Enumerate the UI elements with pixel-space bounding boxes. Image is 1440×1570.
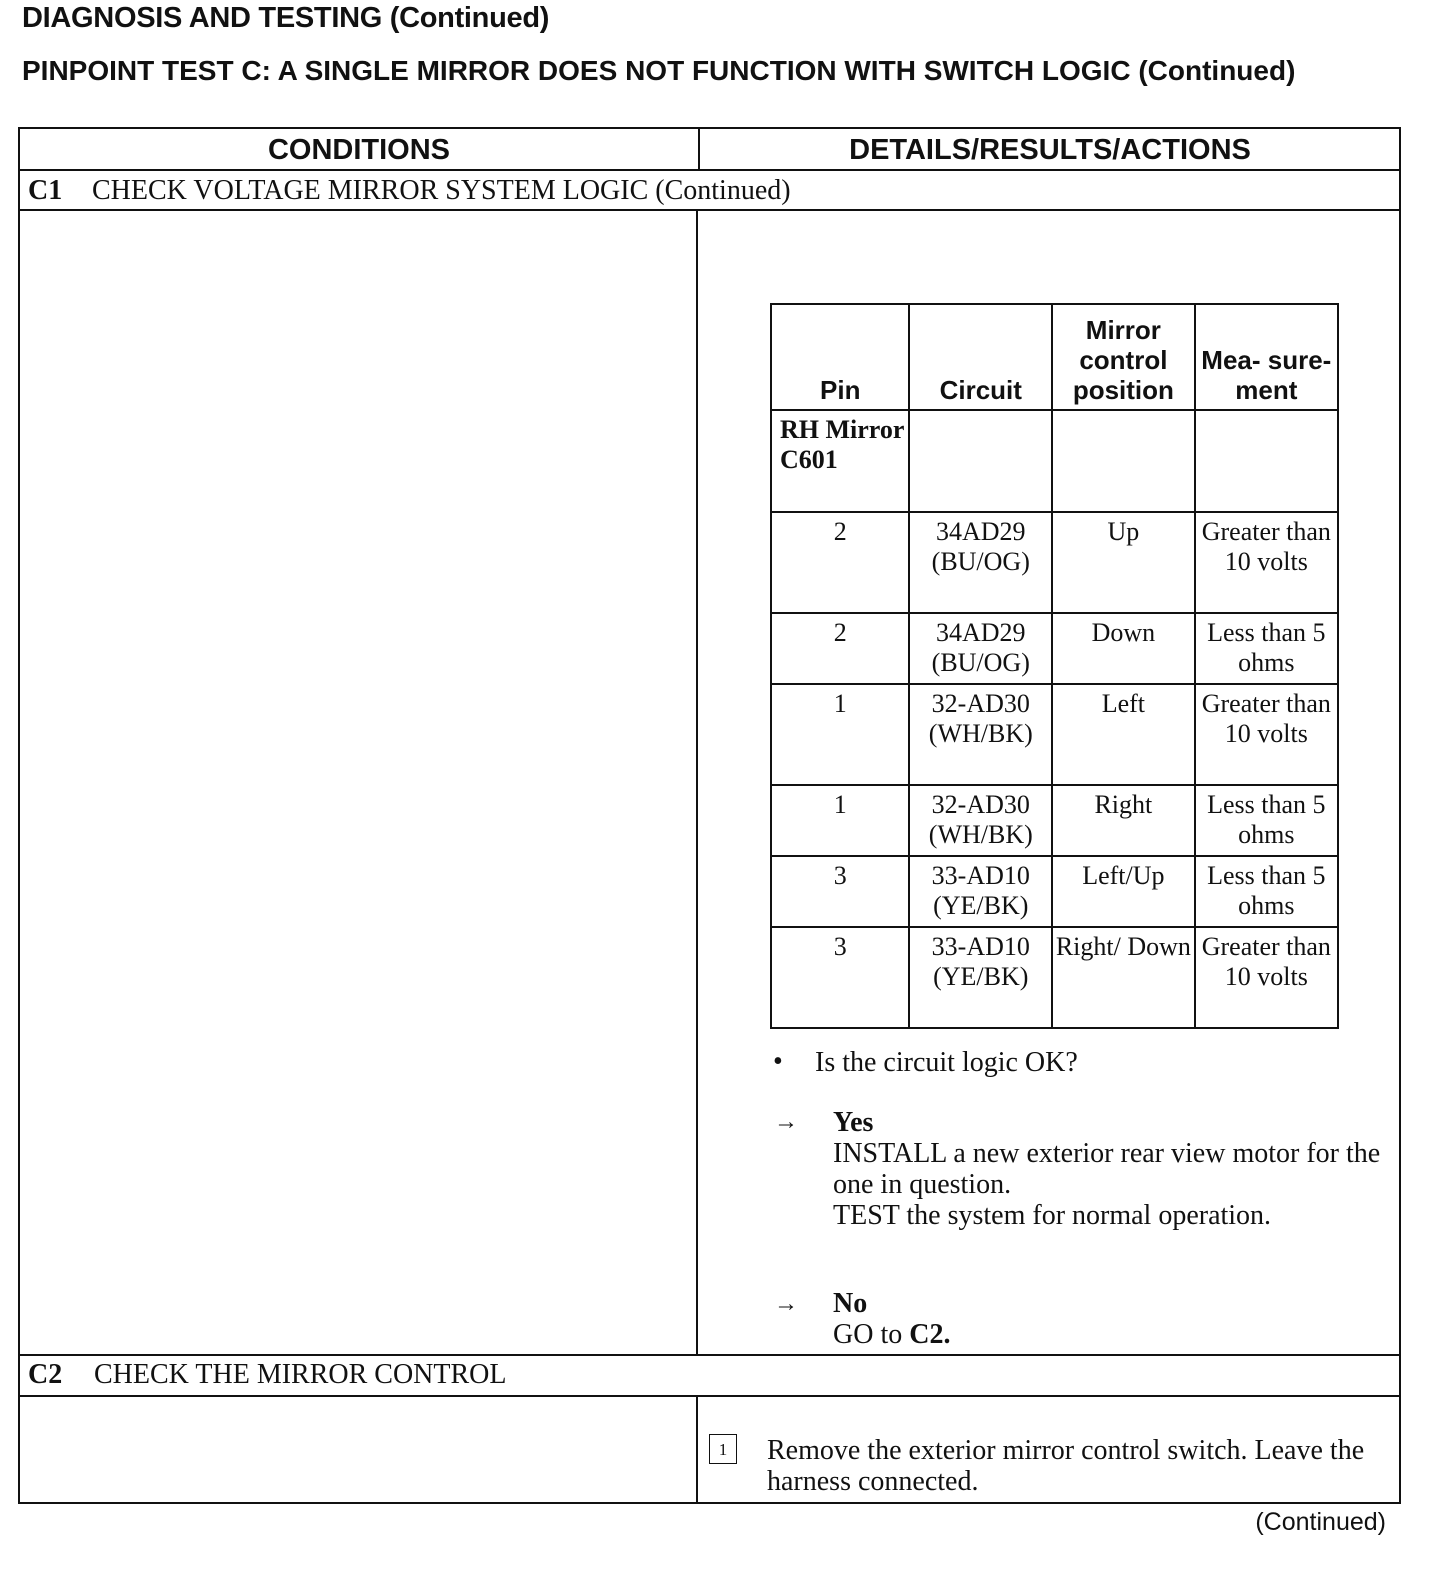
column-divider xyxy=(696,1396,698,1504)
pin-cell: 1 xyxy=(771,684,909,785)
step-c2-code: C2 xyxy=(28,1359,63,1390)
col-header-details: DETAILS/RESULTS/ACTIONS xyxy=(849,134,1251,166)
position-cell: Down xyxy=(1052,613,1195,684)
position-cell: Up xyxy=(1052,512,1195,613)
pin-table-header: Mea- sure- ment xyxy=(1195,304,1338,410)
position-cell: Right xyxy=(1052,785,1195,856)
column-divider xyxy=(696,210,698,1354)
step-c2-title: CHECK THE MIRROR CONTROL xyxy=(94,1359,507,1390)
pin-cell: 1 xyxy=(771,785,909,856)
step-c1-code: C1 xyxy=(28,175,63,206)
arrow-right-icon: → xyxy=(774,1291,798,1317)
row-divider xyxy=(20,1395,1399,1397)
table-row xyxy=(771,684,1338,785)
no-result xyxy=(833,1288,950,1350)
measurement-cell: Less than 5 ohms xyxy=(1195,613,1338,684)
position-cell: Left/Up xyxy=(1052,856,1195,927)
circuit-cell: 33-AD10 (YE/BK) xyxy=(909,927,1052,1028)
step-c1-row xyxy=(28,175,791,207)
step-number-box: 1 xyxy=(709,1434,737,1464)
yes-label: Yes xyxy=(833,1107,874,1138)
pin-cell: 2 xyxy=(771,512,909,613)
pin-table-header-row xyxy=(771,304,1338,410)
circuit-cell: 34AD29 (BU/OG) xyxy=(909,613,1052,684)
circuit-cell: 32-AD30 (WH/BK) xyxy=(909,785,1052,856)
table-row xyxy=(771,927,1338,1028)
pin-table-group-row xyxy=(771,410,1338,512)
pin-cell: 3 xyxy=(771,856,909,927)
step-c2-row xyxy=(28,1359,507,1391)
empty-cell xyxy=(1052,410,1195,512)
pin-table-header: Circuit xyxy=(909,304,1052,410)
table-row xyxy=(771,512,1338,613)
yes-action-install: INSTALL a new exterior rear view motor for the one in question. xyxy=(833,1138,1381,1200)
step-instruction: Remove the exterior mirror control switch. Leave the harness connected. xyxy=(767,1435,1365,1497)
table-row xyxy=(771,785,1338,856)
circuit-cell: 32-AD30 (WH/BK) xyxy=(909,684,1052,785)
bullet-icon: • xyxy=(773,1046,783,1077)
pin-table-group-label: RH Mirror C601 xyxy=(771,410,909,512)
table-row xyxy=(771,856,1338,927)
diagnosis-table xyxy=(18,127,1401,1504)
step-c1-title: CHECK VOLTAGE MIRROR SYSTEM LOGIC xyxy=(92,175,649,206)
yes-action-test: TEST the system for normal operation. xyxy=(833,1200,1272,1231)
pin-table-header: Pin xyxy=(771,304,909,410)
position-cell: Left xyxy=(1052,684,1195,785)
pin-cell: 3 xyxy=(771,927,909,1028)
pin-table-header: Mirror control position xyxy=(1052,304,1195,410)
empty-cell xyxy=(909,410,1052,512)
logic-question: Is the circuit logic OK? xyxy=(815,1047,1078,1078)
measurement-cell: Less than 5 ohms xyxy=(1195,856,1338,927)
yes-result xyxy=(833,1107,1393,1231)
page-header-title: DIAGNOSIS AND TESTING (Continued) xyxy=(22,2,550,34)
no-action-prefix: GO to xyxy=(833,1319,903,1350)
row-divider xyxy=(20,209,1399,211)
pin-cell: 2 xyxy=(771,613,909,684)
measurement-cell: Greater than 10 volts xyxy=(1195,512,1338,613)
empty-cell xyxy=(1195,410,1338,512)
col-header-conditions: CONDITIONS xyxy=(267,134,451,166)
pinpoint-test-title: PINPOINT TEST C: A SINGLE MIRROR DOES NOT FUNCTION WITH SWITCH LOGIC (Continued) xyxy=(22,55,1296,86)
measurement-cell: Less than 5 ohms xyxy=(1195,785,1338,856)
measurement-cell: Greater than 10 volts xyxy=(1195,927,1338,1028)
measurement-cell: Greater than 10 volts xyxy=(1195,684,1338,785)
row-divider xyxy=(20,1354,1399,1356)
position-cell: Right/ Down xyxy=(1052,927,1195,1028)
row-divider xyxy=(20,169,1399,171)
pin-measurement-table xyxy=(770,303,1339,1029)
circuit-cell: 33-AD10 (YE/BK) xyxy=(909,856,1052,927)
no-label: No xyxy=(833,1288,868,1319)
table-row xyxy=(771,613,1338,684)
no-action-target: C2. xyxy=(909,1319,951,1350)
continued-footer: (Continued) xyxy=(1255,1508,1386,1536)
arrow-right-icon: → xyxy=(774,1109,798,1135)
step-c1-suffix: (Continued) xyxy=(655,175,791,206)
circuit-cell: 34AD29 (BU/OG) xyxy=(909,512,1052,613)
